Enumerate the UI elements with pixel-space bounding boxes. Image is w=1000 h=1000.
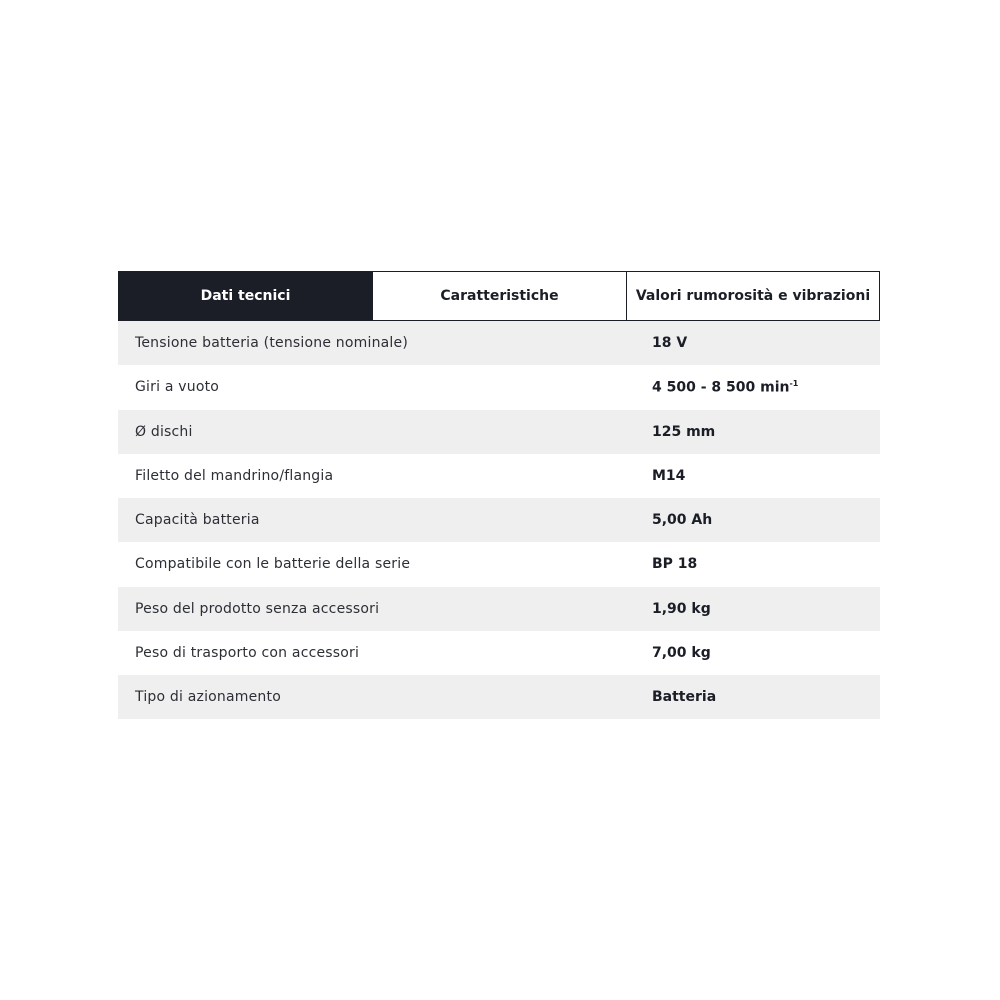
spec-label: Peso del prodotto senza accessori xyxy=(135,600,380,617)
spec-label: Peso di trasporto con accessori xyxy=(135,644,360,661)
spec-label: Tensione batteria (tensione nominale) xyxy=(135,335,408,352)
tab-caratteristiche[interactable]: Caratteristiche xyxy=(372,272,626,320)
tab-valori-rumorosita[interactable]: Valori rumorosità e vibrazioni xyxy=(626,272,879,320)
spec-value: 5,00 Ah xyxy=(652,512,713,529)
table-row xyxy=(118,498,880,542)
spec-value-exponent: -1 xyxy=(789,379,799,389)
table-row xyxy=(118,365,880,409)
specs-table xyxy=(118,321,880,719)
table-row xyxy=(118,675,880,719)
spec-value-text: 4 500 - 8 500 min xyxy=(652,379,790,396)
spec-value: Batteria xyxy=(652,689,717,706)
spec-label: Filetto del mandrino/flangia xyxy=(135,467,334,484)
spec-value: BP 18 xyxy=(652,556,698,573)
spec-label: Ø dischi xyxy=(135,423,193,440)
spec-value xyxy=(652,379,798,396)
table-row xyxy=(118,631,880,675)
table-row xyxy=(118,454,880,498)
spec-value: 18 V xyxy=(652,335,688,352)
spec-value: 125 mm xyxy=(652,423,716,440)
spec-value: M14 xyxy=(652,467,686,484)
spec-label: Compatibile con le batterie della serie xyxy=(135,556,411,573)
spec-label: Tipo di azionamento xyxy=(135,689,281,706)
spec-value: 1,90 kg xyxy=(652,600,711,617)
tech-specs-panel xyxy=(118,271,880,719)
table-row xyxy=(118,321,880,365)
table-row xyxy=(118,542,880,586)
spec-value: 7,00 kg xyxy=(652,644,711,661)
tab-bar xyxy=(118,271,880,321)
table-row xyxy=(118,587,880,631)
spec-label: Giri a vuoto xyxy=(135,379,220,396)
tab-dati-tecnici[interactable]: Dati tecnici xyxy=(119,272,372,320)
table-row xyxy=(118,410,880,454)
spec-label: Capacità batteria xyxy=(135,512,260,529)
